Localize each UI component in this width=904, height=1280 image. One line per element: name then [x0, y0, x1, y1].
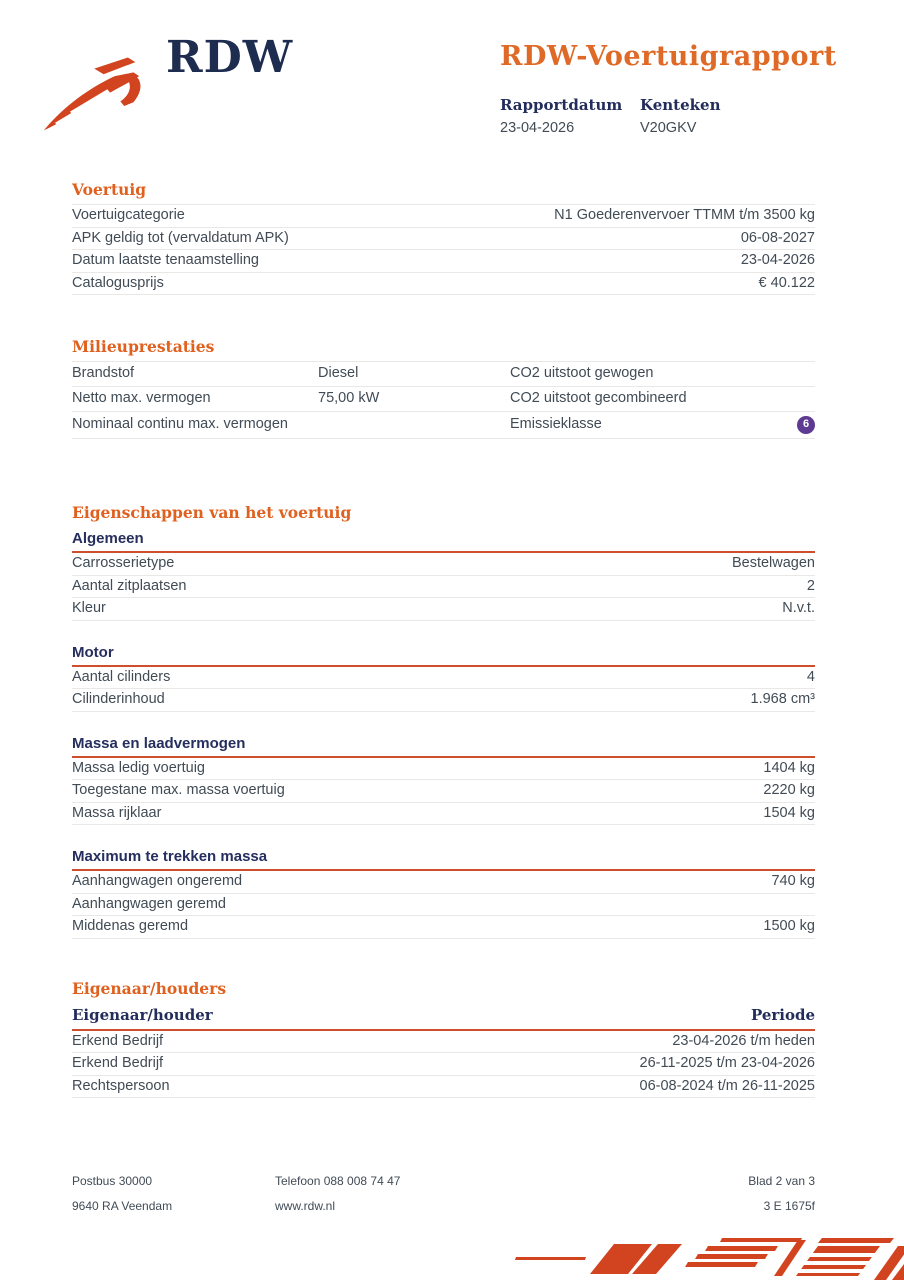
- field-value: 06-08-2027: [740, 229, 815, 246]
- massa-rows: [72, 758, 815, 826]
- section-title: Milieuprestaties: [72, 337, 215, 356]
- emission-class-badge: 6: [797, 416, 815, 434]
- report-date-block: [500, 96, 640, 136]
- algemeen-rows: [72, 553, 815, 621]
- field-value: 75,00 kW: [318, 390, 380, 407]
- rdw-logo: [42, 32, 294, 134]
- field-label: Massa rijklaar: [72, 804, 162, 821]
- field-label: Aanhangwagen ongeremd: [72, 873, 243, 889]
- table-row: [72, 249, 815, 272]
- column-header-period: Periode: [750, 1005, 815, 1024]
- table-row: [72, 758, 815, 781]
- motor-rows: [72, 667, 815, 712]
- table-row: [72, 227, 815, 250]
- table-row: [72, 598, 815, 621]
- field-label: APK geldig tot (vervaldatum APK): [72, 229, 289, 246]
- field-label: Voertuigcategorie: [72, 207, 185, 223]
- table-row: [72, 894, 815, 917]
- table-row: [72, 780, 815, 803]
- owners-table-header: [72, 1003, 815, 1031]
- field-label: Aantal zitplaatsen: [72, 577, 187, 594]
- table-row: [72, 871, 815, 894]
- field-label: Cilinderinhoud: [72, 691, 165, 707]
- subsection-massa: [72, 735, 815, 826]
- subsection-title: Massa en laadvermogen: [72, 735, 815, 758]
- field-value: 740 kg: [771, 873, 815, 889]
- section-voertuig: [72, 180, 815, 295]
- report-meta: [500, 96, 840, 136]
- license-plate-label: Kenteken: [640, 96, 721, 114]
- subsection-title: Motor: [72, 644, 815, 667]
- footer-row: [72, 1193, 815, 1218]
- field-label: Aantal cilinders: [72, 668, 171, 685]
- section-title: Eigenaar/houders: [72, 978, 227, 998]
- table-row: [72, 667, 815, 690]
- footer-address-line1: Postbus 30000: [72, 1173, 153, 1188]
- field-label: CO2 uitstoot gewogen: [510, 365, 654, 382]
- section-eigenaren: [72, 979, 815, 1099]
- field-value: 1404 kg: [763, 759, 815, 776]
- table-row: [72, 553, 815, 576]
- field-label: Datum laatste tenaamstelling: [72, 252, 259, 268]
- table-row: [72, 1053, 815, 1076]
- table-row: [72, 1031, 815, 1054]
- owner-name: Erkend Bedrijf: [72, 1032, 164, 1049]
- section-title: Voertuig: [72, 180, 147, 199]
- field-label: Carrosserietype: [72, 555, 175, 571]
- footer-phone: Telefoon 088 008 74 47: [275, 1173, 401, 1188]
- field-value: N1 Goederenvervoer TTMM t/m 3500 kg: [554, 207, 815, 223]
- field-value: 2220 kg: [763, 782, 815, 798]
- subsection-trekken: [72, 848, 815, 939]
- table-row: [72, 576, 815, 599]
- field-value: 1500 kg: [763, 918, 815, 934]
- owner-period: 23-04-2026 t/m heden: [672, 1032, 815, 1049]
- footer-form-code: 3 E 1675f: [763, 1198, 815, 1213]
- footer-address-line2: 9640 RA Veendam: [72, 1198, 173, 1213]
- field-label: Massa ledig voertuig: [72, 759, 205, 776]
- subsection-motor: [72, 644, 815, 712]
- field-label: Netto max. vermogen: [72, 390, 211, 407]
- field-label: Middenas geremd: [72, 918, 189, 934]
- milieu-rows: [72, 361, 815, 439]
- speed-stripes-graphic: [512, 1234, 904, 1280]
- rdw-feather-icon: [42, 50, 154, 134]
- footer-website: www.rdw.nl: [275, 1198, 336, 1213]
- field-label: Catalogusprijs: [72, 274, 164, 291]
- field-label: Emissieklasse: [510, 416, 602, 433]
- subsection-title: Algemeen: [72, 530, 815, 553]
- table-row: [72, 272, 815, 296]
- trekken-rows: [72, 871, 815, 939]
- field-value: Diesel: [318, 365, 359, 382]
- field-label: Aanhangwagen geremd: [72, 895, 226, 912]
- owner-period: 26-11-2025 t/m 23-04-2026: [639, 1055, 815, 1071]
- table-row: [72, 916, 815, 939]
- owner-period: 06-08-2024 t/m 26-11-2025: [639, 1077, 815, 1094]
- table-row: [72, 361, 815, 386]
- report-date-value: 23-04-2026: [500, 120, 575, 136]
- field-value: N.v.t.: [782, 600, 815, 616]
- field-label: Kleur: [72, 600, 106, 616]
- field-value: 23-04-2026: [740, 252, 815, 268]
- table-row: [72, 204, 815, 227]
- license-plate-block: [640, 96, 780, 136]
- page-footer: [72, 1168, 815, 1218]
- owner-name: Rechtspersoon: [72, 1077, 170, 1094]
- voertuig-rows: [72, 204, 815, 295]
- owners-rows: [72, 1031, 815, 1099]
- table-row: [72, 411, 815, 439]
- field-value: € 40.122: [758, 274, 815, 291]
- table-row: [72, 689, 815, 712]
- field-label: CO2 uitstoot gecombineerd: [510, 390, 687, 407]
- footer-page-indicator: Blad 2 van 3: [748, 1173, 815, 1188]
- field-value: 2: [806, 577, 815, 594]
- subsection-title: Maximum te trekken massa: [72, 848, 815, 871]
- table-row: [72, 386, 815, 411]
- field-label: Nominaal continu max. vermogen: [72, 416, 288, 433]
- report-header: [500, 42, 840, 136]
- subsection-algemeen: [72, 530, 815, 621]
- section-eigenschappen: [72, 503, 815, 939]
- table-row: [72, 1076, 815, 1099]
- field-value: 1.968 cm³: [750, 691, 815, 707]
- section-milieuprestaties: [72, 337, 815, 439]
- report-body: [72, 180, 815, 1098]
- section-title: Eigenschappen van het voertuig: [72, 503, 352, 522]
- column-header-owner: Eigenaar/houder: [72, 1005, 213, 1024]
- field-label: Toegestane max. massa voertuig: [72, 782, 285, 798]
- rdw-logo-text: RDW: [166, 32, 294, 83]
- table-row: [72, 803, 815, 826]
- page-title: RDW-Voertuigrapport: [500, 41, 837, 72]
- field-value: Bestelwagen: [731, 555, 815, 571]
- emission-class-badge-wrap: [797, 416, 815, 434]
- field-label: Brandstof: [72, 365, 135, 382]
- owner-name: Erkend Bedrijf: [72, 1055, 164, 1071]
- license-plate-value: V20GKV: [640, 120, 697, 136]
- field-value: 1504 kg: [763, 804, 815, 821]
- footer-row: [72, 1168, 815, 1193]
- field-value: 4: [806, 668, 815, 685]
- report-date-label: Rapportdatum: [500, 96, 623, 114]
